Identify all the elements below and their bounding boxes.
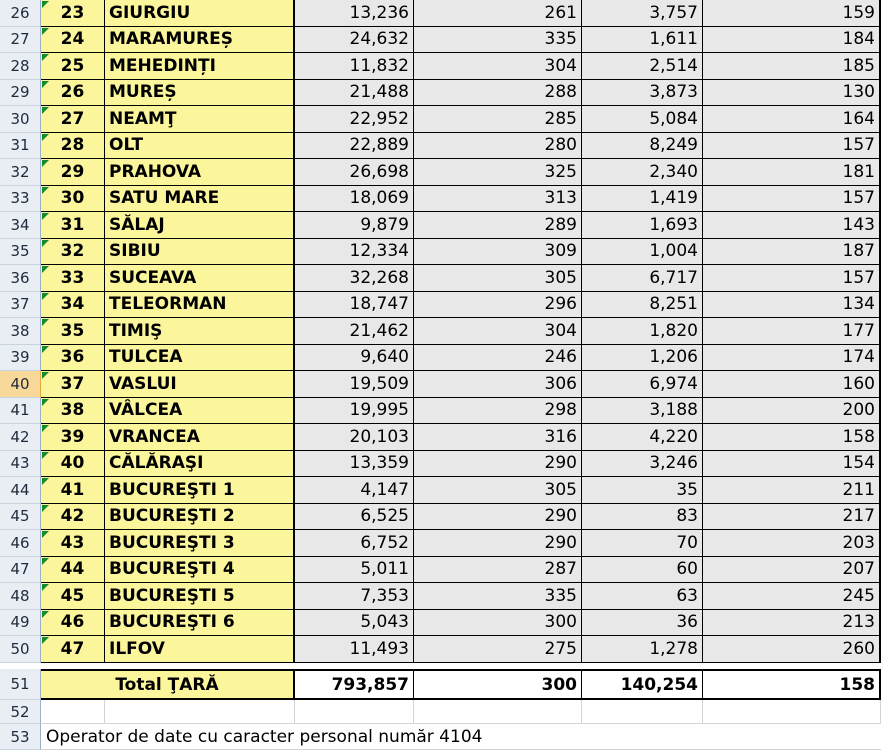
county-name-cell[interactable]: ILFOV [105,636,295,663]
county-name-cell[interactable]: OLT [105,133,295,160]
value-cell-a[interactable]: 6,525 [295,504,414,531]
value-cell-d[interactable]: 184 [703,27,881,54]
row-header[interactable]: 31 [0,133,41,160]
value-cell-b[interactable]: 285 [414,106,582,133]
value-cell-c[interactable]: 6,974 [582,371,703,398]
county-name-cell[interactable]: MUREȘ [105,80,295,107]
row-header[interactable]: 45 [0,504,41,531]
table-row[interactable] [0,610,881,637]
table-row[interactable] [0,265,881,292]
value-cell-c[interactable]: 1,820 [582,318,703,345]
county-name-cell[interactable]: MEHEDINȚI [105,53,295,80]
value-cell-a[interactable]: 12,334 [295,239,414,266]
row-header[interactable]: 43 [0,451,41,478]
county-name-cell[interactable]: BUCUREŞTI 3 [105,530,295,557]
county-number-cell[interactable]: 36 [41,345,105,372]
value-cell-b[interactable]: 304 [414,53,582,80]
value-cell-b[interactable]: 275 [414,636,582,663]
value-cell-b[interactable]: 280 [414,133,582,160]
value-cell-b[interactable]: 296 [414,292,582,319]
value-cell-a[interactable]: 5,011 [295,557,414,584]
row-header[interactable]: 40 [0,371,41,398]
value-cell-c[interactable]: 6,717 [582,265,703,292]
value-cell-d[interactable]: 160 [703,371,881,398]
county-name-cell[interactable]: BUCUREŞTI 6 [105,610,295,637]
value-cell-a[interactable]: 26,698 [295,159,414,186]
value-cell-c[interactable]: 36 [582,610,703,637]
value-cell-d[interactable]: 143 [703,212,881,239]
value-cell-a[interactable]: 22,952 [295,106,414,133]
total-cell-c[interactable]: 140,254 [582,669,703,700]
county-name-cell[interactable]: CĂLĂRAŞI [105,451,295,478]
value-cell-d[interactable]: 157 [703,265,881,292]
row-header[interactable]: 37 [0,292,41,319]
county-name-cell[interactable]: VÂLCEA [105,398,295,425]
county-name-cell[interactable]: PRAHOVA [105,159,295,186]
value-cell-a[interactable]: 24,632 [295,27,414,54]
row-header[interactable]: 46 [0,530,41,557]
table-row[interactable] [0,186,881,213]
county-number-cell[interactable]: 38 [41,398,105,425]
total-label-cell[interactable]: Total ŢARĂ [41,669,295,700]
row-header[interactable]: 47 [0,557,41,584]
county-number-cell[interactable]: 42 [41,504,105,531]
county-number-cell[interactable]: 39 [41,424,105,451]
value-cell-a[interactable]: 32,268 [295,265,414,292]
empty-row[interactable] [0,700,881,724]
county-number-cell[interactable]: 44 [41,557,105,584]
value-cell-b[interactable]: 289 [414,212,582,239]
table-row[interactable] [0,504,881,531]
row-header[interactable]: 51 [0,669,41,700]
table-row[interactable] [0,239,881,266]
value-cell-c[interactable]: 3,873 [582,80,703,107]
value-cell-a[interactable]: 11,832 [295,53,414,80]
county-number-cell[interactable]: 30 [41,186,105,213]
table-row[interactable] [0,292,881,319]
value-cell-d[interactable]: 213 [703,610,881,637]
county-name-cell[interactable]: SATU MARE [105,186,295,213]
table-row[interactable] [0,636,881,663]
value-cell-c[interactable]: 70 [582,530,703,557]
county-number-cell[interactable]: 26 [41,80,105,107]
value-cell-d[interactable]: 174 [703,345,881,372]
value-cell-a[interactable]: 5,043 [295,610,414,637]
row-header[interactable]: 33 [0,186,41,213]
table-row[interactable] [0,424,881,451]
value-cell-d[interactable]: 154 [703,451,881,478]
county-name-cell[interactable]: VASLUI [105,371,295,398]
value-cell-b[interactable]: 335 [414,27,582,54]
value-cell-a[interactable]: 6,752 [295,530,414,557]
value-cell-d[interactable]: 217 [703,504,881,531]
county-name-cell[interactable]: VRANCEA [105,424,295,451]
row-header[interactable]: 30 [0,106,41,133]
county-number-cell[interactable]: 40 [41,451,105,478]
value-cell-d[interactable]: 260 [703,636,881,663]
value-cell-c[interactable]: 2,514 [582,53,703,80]
county-number-cell[interactable]: 27 [41,106,105,133]
county-name-cell[interactable]: TIMIŞ [105,318,295,345]
county-name-cell[interactable]: BUCUREŞTI 5 [105,583,295,610]
county-name-cell[interactable]: NEAMŢ [105,106,295,133]
value-cell-d[interactable]: 164 [703,106,881,133]
empty-cell[interactable] [295,700,414,724]
county-name-cell[interactable]: TULCEA [105,345,295,372]
row-header[interactable]: 34 [0,212,41,239]
value-cell-c[interactable]: 3,188 [582,398,703,425]
county-number-cell[interactable]: 35 [41,318,105,345]
value-cell-d[interactable]: 158 [703,424,881,451]
table-row[interactable] [0,159,881,186]
footer-row[interactable] [0,724,881,750]
county-number-cell[interactable]: 25 [41,53,105,80]
county-name-cell[interactable]: SUCEAVA [105,265,295,292]
row-header[interactable]: 41 [0,398,41,425]
county-number-cell[interactable]: 45 [41,583,105,610]
county-name-cell[interactable]: TELEORMAN [105,292,295,319]
row-header[interactable]: 28 [0,53,41,80]
row-header[interactable]: 39 [0,345,41,372]
row-header[interactable]: 26 [0,0,41,27]
empty-cell[interactable] [41,700,105,724]
total-cell-b[interactable]: 300 [414,669,582,700]
value-cell-c[interactable]: 8,251 [582,292,703,319]
table-row[interactable] [0,477,881,504]
value-cell-d[interactable]: 181 [703,159,881,186]
value-cell-a[interactable]: 22,889 [295,133,414,160]
value-cell-d[interactable]: 159 [703,0,881,27]
value-cell-a[interactable]: 18,069 [295,186,414,213]
table-row[interactable] [0,0,881,27]
table-row[interactable] [0,27,881,54]
county-name-cell[interactable]: GIURGIU [105,0,295,27]
county-number-cell[interactable]: 31 [41,212,105,239]
value-cell-c[interactable]: 1,278 [582,636,703,663]
row-header[interactable]: 27 [0,27,41,54]
county-name-cell[interactable]: MARAMUREȘ [105,27,295,54]
value-cell-a[interactable]: 19,995 [295,398,414,425]
table-row[interactable] [0,345,881,372]
value-cell-b[interactable]: 290 [414,504,582,531]
value-cell-c[interactable]: 4,220 [582,424,703,451]
value-cell-c[interactable]: 83 [582,504,703,531]
value-cell-d[interactable]: 207 [703,557,881,584]
row-header[interactable]: 32 [0,159,41,186]
county-name-cell[interactable]: BUCUREŞTI 2 [105,504,295,531]
value-cell-d[interactable]: 157 [703,186,881,213]
value-cell-c[interactable]: 60 [582,557,703,584]
empty-cell[interactable] [105,700,295,724]
table-row[interactable] [0,318,881,345]
county-number-cell[interactable]: 37 [41,371,105,398]
county-number-cell[interactable]: 28 [41,133,105,160]
table-row[interactable] [0,583,881,610]
county-name-cell[interactable]: BUCUREŞTI 1 [105,477,295,504]
county-number-cell[interactable]: 33 [41,265,105,292]
table-row[interactable] [0,398,881,425]
value-cell-b[interactable]: 305 [414,265,582,292]
value-cell-c[interactable]: 8,249 [582,133,703,160]
total-cell-d[interactable]: 158 [703,669,881,700]
value-cell-d[interactable]: 130 [703,80,881,107]
row-header[interactable]: 52 [0,700,41,724]
total-cell-a[interactable]: 793,857 [295,669,414,700]
value-cell-c[interactable]: 63 [582,583,703,610]
value-cell-b[interactable]: 335 [414,583,582,610]
county-number-cell[interactable]: 24 [41,27,105,54]
value-cell-d[interactable]: 211 [703,477,881,504]
table-row[interactable] [0,557,881,584]
value-cell-c[interactable]: 3,757 [582,0,703,27]
value-cell-a[interactable]: 4,147 [295,477,414,504]
table-row[interactable] [0,371,881,398]
county-number-cell[interactable]: 47 [41,636,105,663]
table-row[interactable] [0,530,881,557]
value-cell-b[interactable]: 305 [414,477,582,504]
value-cell-b[interactable]: 288 [414,80,582,107]
county-name-cell[interactable]: SIBIU [105,239,295,266]
empty-cell[interactable] [582,700,703,724]
table-row[interactable] [0,80,881,107]
value-cell-a[interactable]: 7,353 [295,583,414,610]
row-header[interactable]: 53 [0,724,41,750]
value-cell-b[interactable]: 306 [414,371,582,398]
value-cell-d[interactable]: 134 [703,292,881,319]
value-cell-a[interactable]: 9,879 [295,212,414,239]
value-cell-a[interactable]: 20,103 [295,424,414,451]
value-cell-b[interactable]: 300 [414,610,582,637]
county-number-cell[interactable]: 46 [41,610,105,637]
value-cell-c[interactable]: 3,246 [582,451,703,478]
value-cell-a[interactable]: 18,747 [295,292,414,319]
value-cell-b[interactable]: 290 [414,451,582,478]
value-cell-a[interactable]: 11,493 [295,636,414,663]
value-cell-a[interactable]: 21,462 [295,318,414,345]
table-row[interactable] [0,53,881,80]
value-cell-c[interactable]: 1,693 [582,212,703,239]
county-number-cell[interactable]: 41 [41,477,105,504]
value-cell-b[interactable]: 316 [414,424,582,451]
value-cell-b[interactable]: 304 [414,318,582,345]
county-number-cell[interactable]: 29 [41,159,105,186]
value-cell-b[interactable]: 246 [414,345,582,372]
value-cell-b[interactable]: 290 [414,530,582,557]
row-header[interactable]: 35 [0,239,41,266]
footer-note-cell[interactable]: Operator de date cu caracter personal număr 4104 [41,724,881,750]
value-cell-a[interactable]: 21,488 [295,80,414,107]
table-row[interactable] [0,106,881,133]
county-name-cell[interactable]: BUCUREŞTI 4 [105,557,295,584]
value-cell-b[interactable]: 313 [414,186,582,213]
row-header[interactable]: 50 [0,636,41,663]
value-cell-b[interactable]: 309 [414,239,582,266]
value-cell-d[interactable]: 200 [703,398,881,425]
value-cell-d[interactable]: 203 [703,530,881,557]
row-header[interactable]: 29 [0,80,41,107]
total-row[interactable] [0,669,881,700]
county-number-cell[interactable]: 32 [41,239,105,266]
county-name-cell[interactable]: SĂLAJ [105,212,295,239]
row-header[interactable]: 36 [0,265,41,292]
value-cell-d[interactable]: 185 [703,53,881,80]
value-cell-a[interactable]: 9,640 [295,345,414,372]
value-cell-c[interactable]: 2,340 [582,159,703,186]
value-cell-b[interactable]: 287 [414,557,582,584]
county-number-cell[interactable]: 43 [41,530,105,557]
value-cell-d[interactable]: 187 [703,239,881,266]
row-header[interactable]: 49 [0,610,41,637]
value-cell-c[interactable]: 35 [582,477,703,504]
value-cell-c[interactable]: 1,206 [582,345,703,372]
county-number-cell[interactable]: 34 [41,292,105,319]
value-cell-a[interactable]: 13,236 [295,0,414,27]
empty-cell[interactable] [414,700,582,724]
value-cell-b[interactable]: 325 [414,159,582,186]
empty-cell[interactable] [703,700,881,724]
value-cell-b[interactable]: 261 [414,0,582,27]
value-cell-d[interactable]: 245 [703,583,881,610]
table-row[interactable] [0,133,881,160]
table-row[interactable] [0,212,881,239]
value-cell-c[interactable]: 1,611 [582,27,703,54]
value-cell-c[interactable]: 1,004 [582,239,703,266]
row-header[interactable]: 44 [0,477,41,504]
value-cell-b[interactable]: 298 [414,398,582,425]
table-row[interactable] [0,451,881,478]
row-header[interactable]: 48 [0,583,41,610]
row-header[interactable]: 38 [0,318,41,345]
value-cell-a[interactable]: 19,509 [295,371,414,398]
value-cell-c[interactable]: 1,419 [582,186,703,213]
value-cell-d[interactable]: 177 [703,318,881,345]
row-header[interactable]: 42 [0,424,41,451]
county-number-cell[interactable]: 23 [41,0,105,27]
value-cell-a[interactable]: 13,359 [295,451,414,478]
value-cell-d[interactable]: 157 [703,133,881,160]
value-cell-c[interactable]: 5,084 [582,106,703,133]
